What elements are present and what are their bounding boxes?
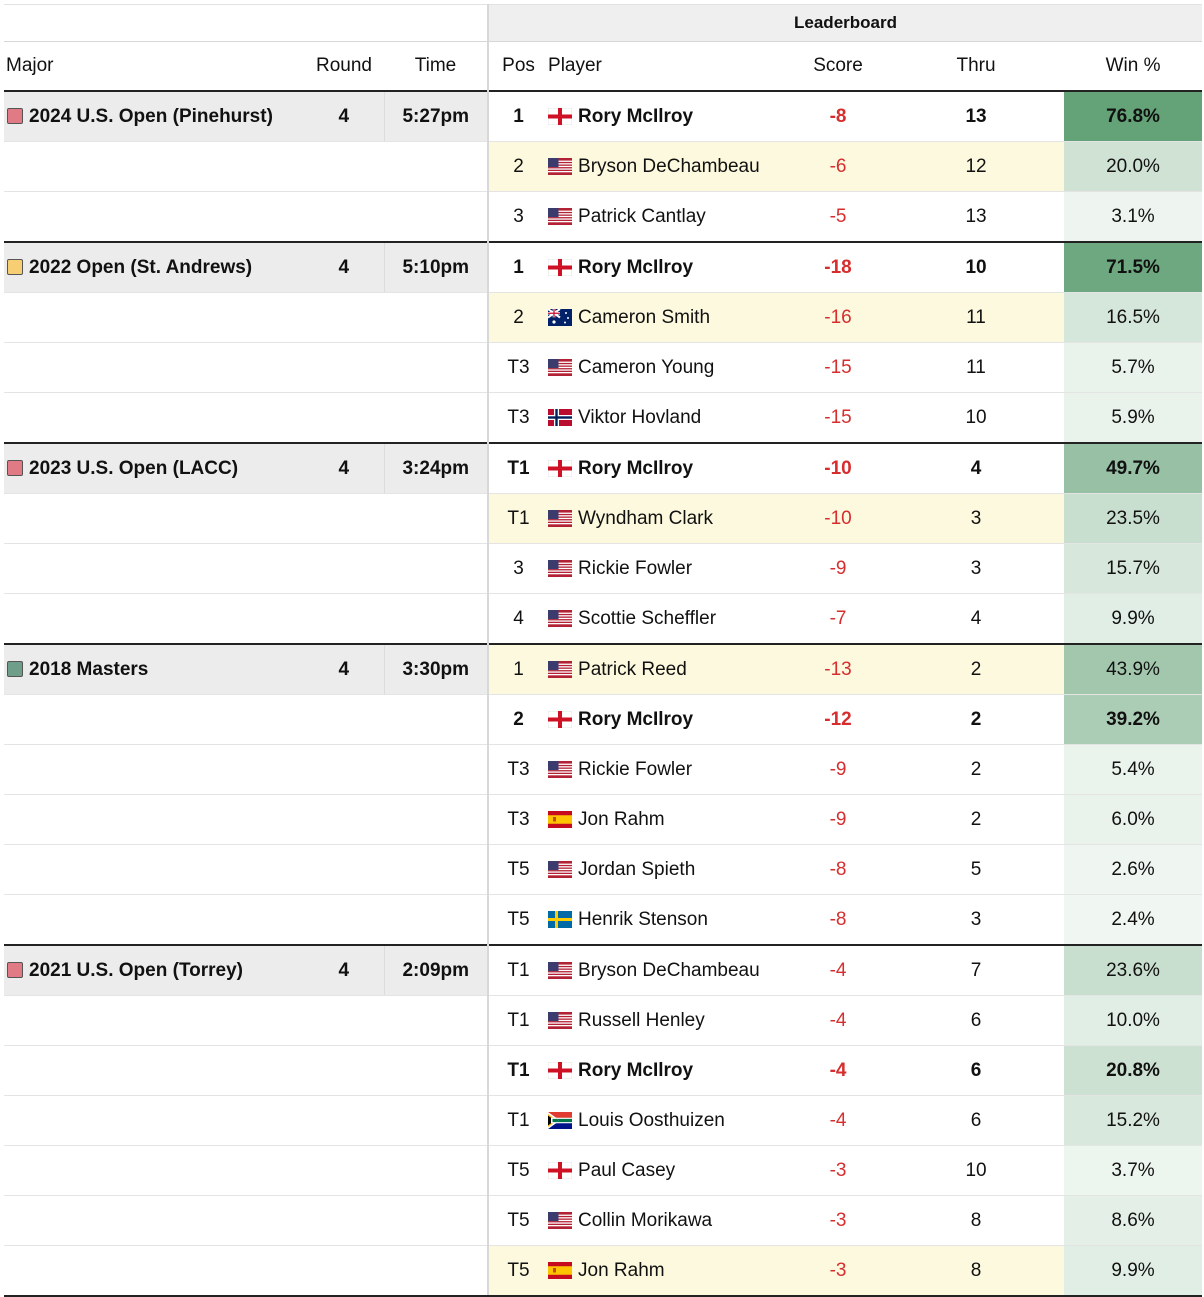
pos-cell: 2	[488, 293, 548, 343]
player-name[interactable]: Louis Oosthuizen	[578, 1109, 725, 1131]
win-pct-cell: 71.5%	[1064, 242, 1202, 293]
thru-cell: 10	[888, 242, 1064, 293]
table-row[interactable]	[4, 142, 1202, 192]
win-pct-cell: 16.5%	[1064, 293, 1202, 343]
time-cell: 5:10pm	[384, 242, 488, 293]
empty-time-cell	[384, 745, 488, 795]
usa-flag-icon	[548, 962, 572, 979]
column-header-round[interactable]: Round	[304, 42, 384, 92]
empty-time-cell	[384, 795, 488, 845]
player-name[interactable]: Rory McIlroy	[578, 105, 694, 127]
thru-cell: 11	[888, 293, 1064, 343]
table-row[interactable]	[4, 895, 1202, 946]
score-cell: -5	[788, 192, 888, 243]
empty-time-cell	[384, 594, 488, 645]
england-flag-icon	[548, 1062, 572, 1079]
win-pct-cell: 9.9%	[1064, 1246, 1202, 1297]
pos-cell: T1	[488, 996, 548, 1046]
thru-cell: 10	[888, 1146, 1064, 1196]
empty-major-cell	[4, 1046, 304, 1096]
thru-cell: 8	[888, 1246, 1064, 1297]
player-cell	[548, 393, 788, 444]
leaderboard-body	[4, 91, 1202, 1296]
empty-major-cell	[4, 1196, 304, 1246]
major-name: 2024 U.S. Open (Pinehurst)	[29, 105, 273, 127]
score-cell: -8	[788, 895, 888, 946]
usa-flag-icon	[548, 359, 572, 376]
empty-time-cell	[384, 544, 488, 594]
table-row[interactable]	[4, 845, 1202, 895]
win-pct-cell: 23.6%	[1064, 945, 1202, 996]
score-cell: -8	[788, 845, 888, 895]
player-name[interactable]: Rory McIlroy	[578, 457, 694, 479]
empty-time-cell	[384, 695, 488, 745]
thru-cell: 6	[888, 996, 1064, 1046]
column-header-major[interactable]: Major	[4, 42, 304, 92]
table-row[interactable]	[4, 544, 1202, 594]
pos-cell: T1	[488, 945, 548, 996]
empty-time-cell	[384, 142, 488, 192]
pos-cell: T3	[488, 795, 548, 845]
player-cell	[548, 795, 788, 845]
usa-flag-icon	[548, 208, 572, 225]
column-header-row	[4, 42, 1202, 92]
empty-major-cell	[4, 895, 304, 946]
empty-time-cell	[384, 393, 488, 444]
win-pct-cell: 9.9%	[1064, 594, 1202, 645]
thru-cell: 12	[888, 142, 1064, 192]
pos-cell: T3	[488, 745, 548, 795]
round-cell: 4	[304, 644, 384, 695]
pos-cell: 3	[488, 544, 548, 594]
pos-cell: 2	[488, 142, 548, 192]
pos-cell: T1	[488, 443, 548, 494]
score-cell: -15	[788, 393, 888, 444]
empty-round-cell	[304, 1246, 384, 1297]
score-cell: -8	[788, 91, 888, 142]
win-pct-cell: 2.4%	[1064, 895, 1202, 946]
player-name[interactable]: Scottie Scheffler	[578, 607, 717, 629]
empty-major-cell	[4, 1246, 304, 1297]
empty-round-cell	[304, 745, 384, 795]
player-cell	[548, 293, 788, 343]
major-color-swatch-icon	[7, 108, 23, 124]
empty-major-cell	[4, 192, 304, 243]
score-cell: -3	[788, 1246, 888, 1297]
table-row[interactable]	[4, 745, 1202, 795]
column-header-time[interactable]: Time	[384, 42, 488, 92]
norway-flag-icon	[548, 409, 572, 426]
player-cell	[548, 1246, 788, 1297]
empty-round-cell	[304, 1196, 384, 1246]
major-color-swatch-icon	[7, 962, 23, 978]
empty-major-cell	[4, 745, 304, 795]
player-name[interactable]: Patrick Cantlay	[578, 205, 706, 227]
thru-cell: 5	[888, 845, 1064, 895]
major-cell	[4, 945, 304, 996]
major-name: 2021 U.S. Open (Torrey)	[29, 959, 243, 981]
thru-cell: 3	[888, 895, 1064, 946]
table-row[interactable]	[4, 494, 1202, 544]
table-row[interactable]	[4, 695, 1202, 745]
player-cell	[548, 745, 788, 795]
thru-cell: 2	[888, 695, 1064, 745]
win-pct-cell: 76.8%	[1064, 91, 1202, 142]
pos-cell: T1	[488, 1096, 548, 1146]
player-cell	[548, 845, 788, 895]
win-pct-cell: 39.2%	[1064, 695, 1202, 745]
player-cell	[548, 644, 788, 695]
empty-round-cell	[304, 695, 384, 745]
player-name[interactable]: Wyndham Clark	[578, 507, 713, 529]
thru-cell: 8	[888, 1196, 1064, 1246]
major-cell	[4, 242, 304, 293]
time-cell: 3:24pm	[384, 443, 488, 494]
empty-round-cell	[304, 895, 384, 946]
time-cell: 3:30pm	[384, 644, 488, 695]
usa-flag-icon	[548, 761, 572, 778]
pos-cell: T1	[488, 1046, 548, 1096]
player-cell	[548, 895, 788, 946]
win-pct-cell: 49.7%	[1064, 443, 1202, 494]
empty-time-cell	[384, 1246, 488, 1297]
table-row[interactable]	[4, 594, 1202, 645]
player-cell	[548, 996, 788, 1046]
usa-flag-icon	[548, 661, 572, 678]
pos-cell: T3	[488, 393, 548, 444]
player-name[interactable]: Russell Henley	[578, 1009, 705, 1031]
score-cell: -3	[788, 1196, 888, 1246]
win-pct-cell: 2.6%	[1064, 845, 1202, 895]
empty-round-cell	[304, 343, 384, 393]
empty-round-cell	[304, 845, 384, 895]
empty-round-cell	[304, 1046, 384, 1096]
score-cell: -3	[788, 1146, 888, 1196]
table-row[interactable]	[4, 343, 1202, 393]
england-flag-icon	[548, 1162, 572, 1179]
player-cell	[548, 695, 788, 745]
score-cell: -9	[788, 544, 888, 594]
empty-time-cell	[384, 293, 488, 343]
leaderboard-table	[4, 4, 1202, 1297]
usa-flag-icon	[548, 1212, 572, 1229]
empty-round-cell	[304, 594, 384, 645]
player-cell	[548, 242, 788, 293]
super-header-row	[4, 5, 1202, 42]
empty-round-cell	[304, 544, 384, 594]
table-row[interactable]	[4, 443, 1202, 494]
round-cell: 4	[304, 91, 384, 142]
score-cell: -4	[788, 945, 888, 996]
win-pct-cell: 20.0%	[1064, 142, 1202, 192]
major-color-swatch-icon	[7, 661, 23, 677]
table-row[interactable]	[4, 293, 1202, 343]
pos-cell: T5	[488, 1196, 548, 1246]
pos-cell: 1	[488, 242, 548, 293]
empty-major-cell	[4, 293, 304, 343]
thru-cell: 2	[888, 795, 1064, 845]
usa-flag-icon	[548, 560, 572, 577]
thru-cell: 7	[888, 945, 1064, 996]
empty-time-cell	[384, 343, 488, 393]
empty-time-cell	[384, 1046, 488, 1096]
sweden-flag-icon	[548, 911, 572, 928]
pos-cell: T5	[488, 895, 548, 946]
pos-cell: 1	[488, 91, 548, 142]
empty-time-cell	[384, 845, 488, 895]
thru-cell: 11	[888, 343, 1064, 393]
player-cell	[548, 142, 788, 192]
win-pct-cell: 5.7%	[1064, 343, 1202, 393]
table-row[interactable]	[4, 945, 1202, 996]
england-flag-icon	[548, 108, 572, 125]
player-cell	[548, 1096, 788, 1146]
score-cell: -9	[788, 745, 888, 795]
player-name[interactable]: Rory McIlroy	[578, 256, 694, 278]
player-cell	[548, 343, 788, 393]
major-name: 2022 Open (St. Andrews)	[29, 256, 253, 278]
empty-major-cell	[4, 594, 304, 645]
player-cell	[548, 544, 788, 594]
thru-cell: 10	[888, 393, 1064, 444]
win-pct-cell: 10.0%	[1064, 996, 1202, 1046]
leaderboard-heading: Leaderboard	[488, 5, 1202, 42]
win-pct-cell: 5.9%	[1064, 393, 1202, 444]
player-cell	[548, 594, 788, 645]
empty-major-cell	[4, 142, 304, 192]
empty-major-cell	[4, 795, 304, 845]
column-header-win-pct[interactable]: Win %	[1064, 42, 1202, 92]
win-pct-cell: 3.7%	[1064, 1146, 1202, 1196]
pos-cell: 1	[488, 644, 548, 695]
major-color-swatch-icon	[7, 259, 23, 275]
score-cell: -7	[788, 594, 888, 645]
england-flag-icon	[548, 259, 572, 276]
player-cell	[548, 1046, 788, 1096]
score-cell: -4	[788, 1096, 888, 1146]
australia-flag-icon	[548, 309, 572, 326]
empty-round-cell	[304, 1146, 384, 1196]
major-name: 2023 U.S. Open (LACC)	[29, 457, 239, 479]
win-pct-cell: 20.8%	[1064, 1046, 1202, 1096]
table-row[interactable]	[4, 996, 1202, 1046]
score-cell: -16	[788, 293, 888, 343]
pos-cell: T1	[488, 494, 548, 544]
pos-cell: 3	[488, 192, 548, 243]
usa-flag-icon	[548, 510, 572, 527]
empty-major-cell	[4, 845, 304, 895]
table-row[interactable]	[4, 644, 1202, 695]
usa-flag-icon	[548, 610, 572, 627]
table-row[interactable]	[4, 393, 1202, 444]
win-pct-cell: 43.9%	[1064, 644, 1202, 695]
thru-cell: 6	[888, 1096, 1064, 1146]
pos-cell: T5	[488, 1146, 548, 1196]
empty-time-cell	[384, 1096, 488, 1146]
player-cell	[548, 494, 788, 544]
empty-major-cell	[4, 1096, 304, 1146]
table-row[interactable]	[4, 1096, 1202, 1146]
empty-major-cell	[4, 695, 304, 745]
super-header-blank	[4, 5, 488, 42]
empty-round-cell	[304, 142, 384, 192]
player-cell	[548, 192, 788, 243]
player-name[interactable]: Cameron Young	[578, 356, 715, 378]
thru-cell: 4	[888, 443, 1064, 494]
england-flag-icon	[548, 460, 572, 477]
score-cell: -13	[788, 644, 888, 695]
player-cell	[548, 1196, 788, 1246]
player-name[interactable]: Rory McIlroy	[578, 708, 694, 730]
empty-round-cell	[304, 1096, 384, 1146]
usa-flag-icon	[548, 861, 572, 878]
time-cell: 5:27pm	[384, 91, 488, 142]
pos-cell: 2	[488, 695, 548, 745]
thru-cell: 2	[888, 745, 1064, 795]
score-cell: -9	[788, 795, 888, 845]
score-cell: -10	[788, 494, 888, 544]
thru-cell: 13	[888, 91, 1064, 142]
column-header-score[interactable]: Score	[788, 42, 888, 92]
empty-round-cell	[304, 795, 384, 845]
player-name[interactable]: Jon Rahm	[578, 808, 665, 830]
empty-round-cell	[304, 192, 384, 243]
major-cell	[4, 644, 304, 695]
player-name[interactable]: Jordan Spieth	[578, 858, 696, 880]
player-cell	[548, 443, 788, 494]
win-pct-cell: 3.1%	[1064, 192, 1202, 243]
spain-flag-icon	[548, 1262, 572, 1279]
pos-cell: T5	[488, 1246, 548, 1297]
win-pct-cell: 5.4%	[1064, 745, 1202, 795]
player-name[interactable]: Rory McIlroy	[578, 1059, 694, 1081]
empty-time-cell	[384, 1146, 488, 1196]
score-cell: -4	[788, 996, 888, 1046]
player-name[interactable]: Rickie Fowler	[578, 758, 693, 780]
player-name[interactable]: Cameron Smith	[578, 306, 711, 328]
win-pct-cell: 8.6%	[1064, 1196, 1202, 1246]
empty-time-cell	[384, 996, 488, 1046]
usa-flag-icon	[548, 158, 572, 175]
major-cell	[4, 91, 304, 142]
win-pct-cell: 23.5%	[1064, 494, 1202, 544]
england-flag-icon	[548, 711, 572, 728]
column-header-player[interactable]: Player	[548, 42, 788, 92]
thru-cell: 3	[888, 494, 1064, 544]
major-color-swatch-icon	[7, 460, 23, 476]
round-cell: 4	[304, 443, 384, 494]
player-name[interactable]: Viktor Hovland	[578, 406, 702, 428]
pos-cell: 4	[488, 594, 548, 645]
score-cell: -12	[788, 695, 888, 745]
player-cell	[548, 91, 788, 142]
score-cell: -15	[788, 343, 888, 393]
pos-cell: T5	[488, 845, 548, 895]
empty-major-cell	[4, 1146, 304, 1196]
empty-major-cell	[4, 494, 304, 544]
empty-major-cell	[4, 544, 304, 594]
empty-time-cell	[384, 895, 488, 946]
spain-flag-icon	[548, 811, 572, 828]
column-header-pos[interactable]: Pos	[488, 42, 548, 92]
win-pct-cell: 6.0%	[1064, 795, 1202, 845]
player-name[interactable]: Collin Morikawa	[578, 1209, 713, 1231]
score-cell: -6	[788, 142, 888, 192]
column-header-thru[interactable]: Thru	[888, 42, 1064, 92]
table-row[interactable]	[4, 1246, 1202, 1297]
table-row[interactable]	[4, 242, 1202, 293]
thru-cell: 6	[888, 1046, 1064, 1096]
table-row[interactable]	[4, 91, 1202, 142]
major-cell	[4, 443, 304, 494]
empty-round-cell	[304, 494, 384, 544]
empty-major-cell	[4, 393, 304, 444]
table-row[interactable]	[4, 1046, 1202, 1096]
thru-cell: 13	[888, 192, 1064, 243]
player-name[interactable]: Patrick Reed	[578, 658, 687, 680]
win-pct-cell: 15.7%	[1064, 544, 1202, 594]
player-name[interactable]: Paul Casey	[578, 1159, 676, 1181]
win-pct-cell: 15.2%	[1064, 1096, 1202, 1146]
player-cell	[548, 945, 788, 996]
south-africa-flag-icon	[548, 1112, 572, 1129]
empty-round-cell	[304, 393, 384, 444]
round-cell: 4	[304, 945, 384, 996]
empty-time-cell	[384, 494, 488, 544]
round-cell: 4	[304, 242, 384, 293]
thru-cell: 4	[888, 594, 1064, 645]
table-row[interactable]	[4, 795, 1202, 845]
empty-round-cell	[304, 996, 384, 1046]
thru-cell: 2	[888, 644, 1064, 695]
major-name: 2018 Masters	[29, 658, 149, 680]
usa-flag-icon	[548, 1012, 572, 1029]
player-name[interactable]: Bryson DeChambeau	[578, 959, 760, 981]
table-row[interactable]	[4, 1196, 1202, 1246]
score-cell: -18	[788, 242, 888, 293]
player-name[interactable]: Jon Rahm	[578, 1259, 665, 1281]
empty-major-cell	[4, 996, 304, 1046]
score-cell: -4	[788, 1046, 888, 1096]
empty-major-cell	[4, 343, 304, 393]
leaderboard-table-container	[4, 4, 1202, 1297]
thru-cell: 3	[888, 544, 1064, 594]
table-row[interactable]	[4, 1146, 1202, 1196]
empty-time-cell	[384, 192, 488, 243]
player-name[interactable]: Henrik Stenson	[578, 908, 708, 930]
player-name[interactable]: Bryson DeChambeau	[578, 155, 760, 177]
pos-cell: T3	[488, 343, 548, 393]
table-row[interactable]	[4, 192, 1202, 243]
player-cell	[548, 1146, 788, 1196]
time-cell: 2:09pm	[384, 945, 488, 996]
player-name[interactable]: Rickie Fowler	[578, 557, 693, 579]
score-cell: -10	[788, 443, 888, 494]
empty-time-cell	[384, 1196, 488, 1246]
empty-round-cell	[304, 293, 384, 343]
